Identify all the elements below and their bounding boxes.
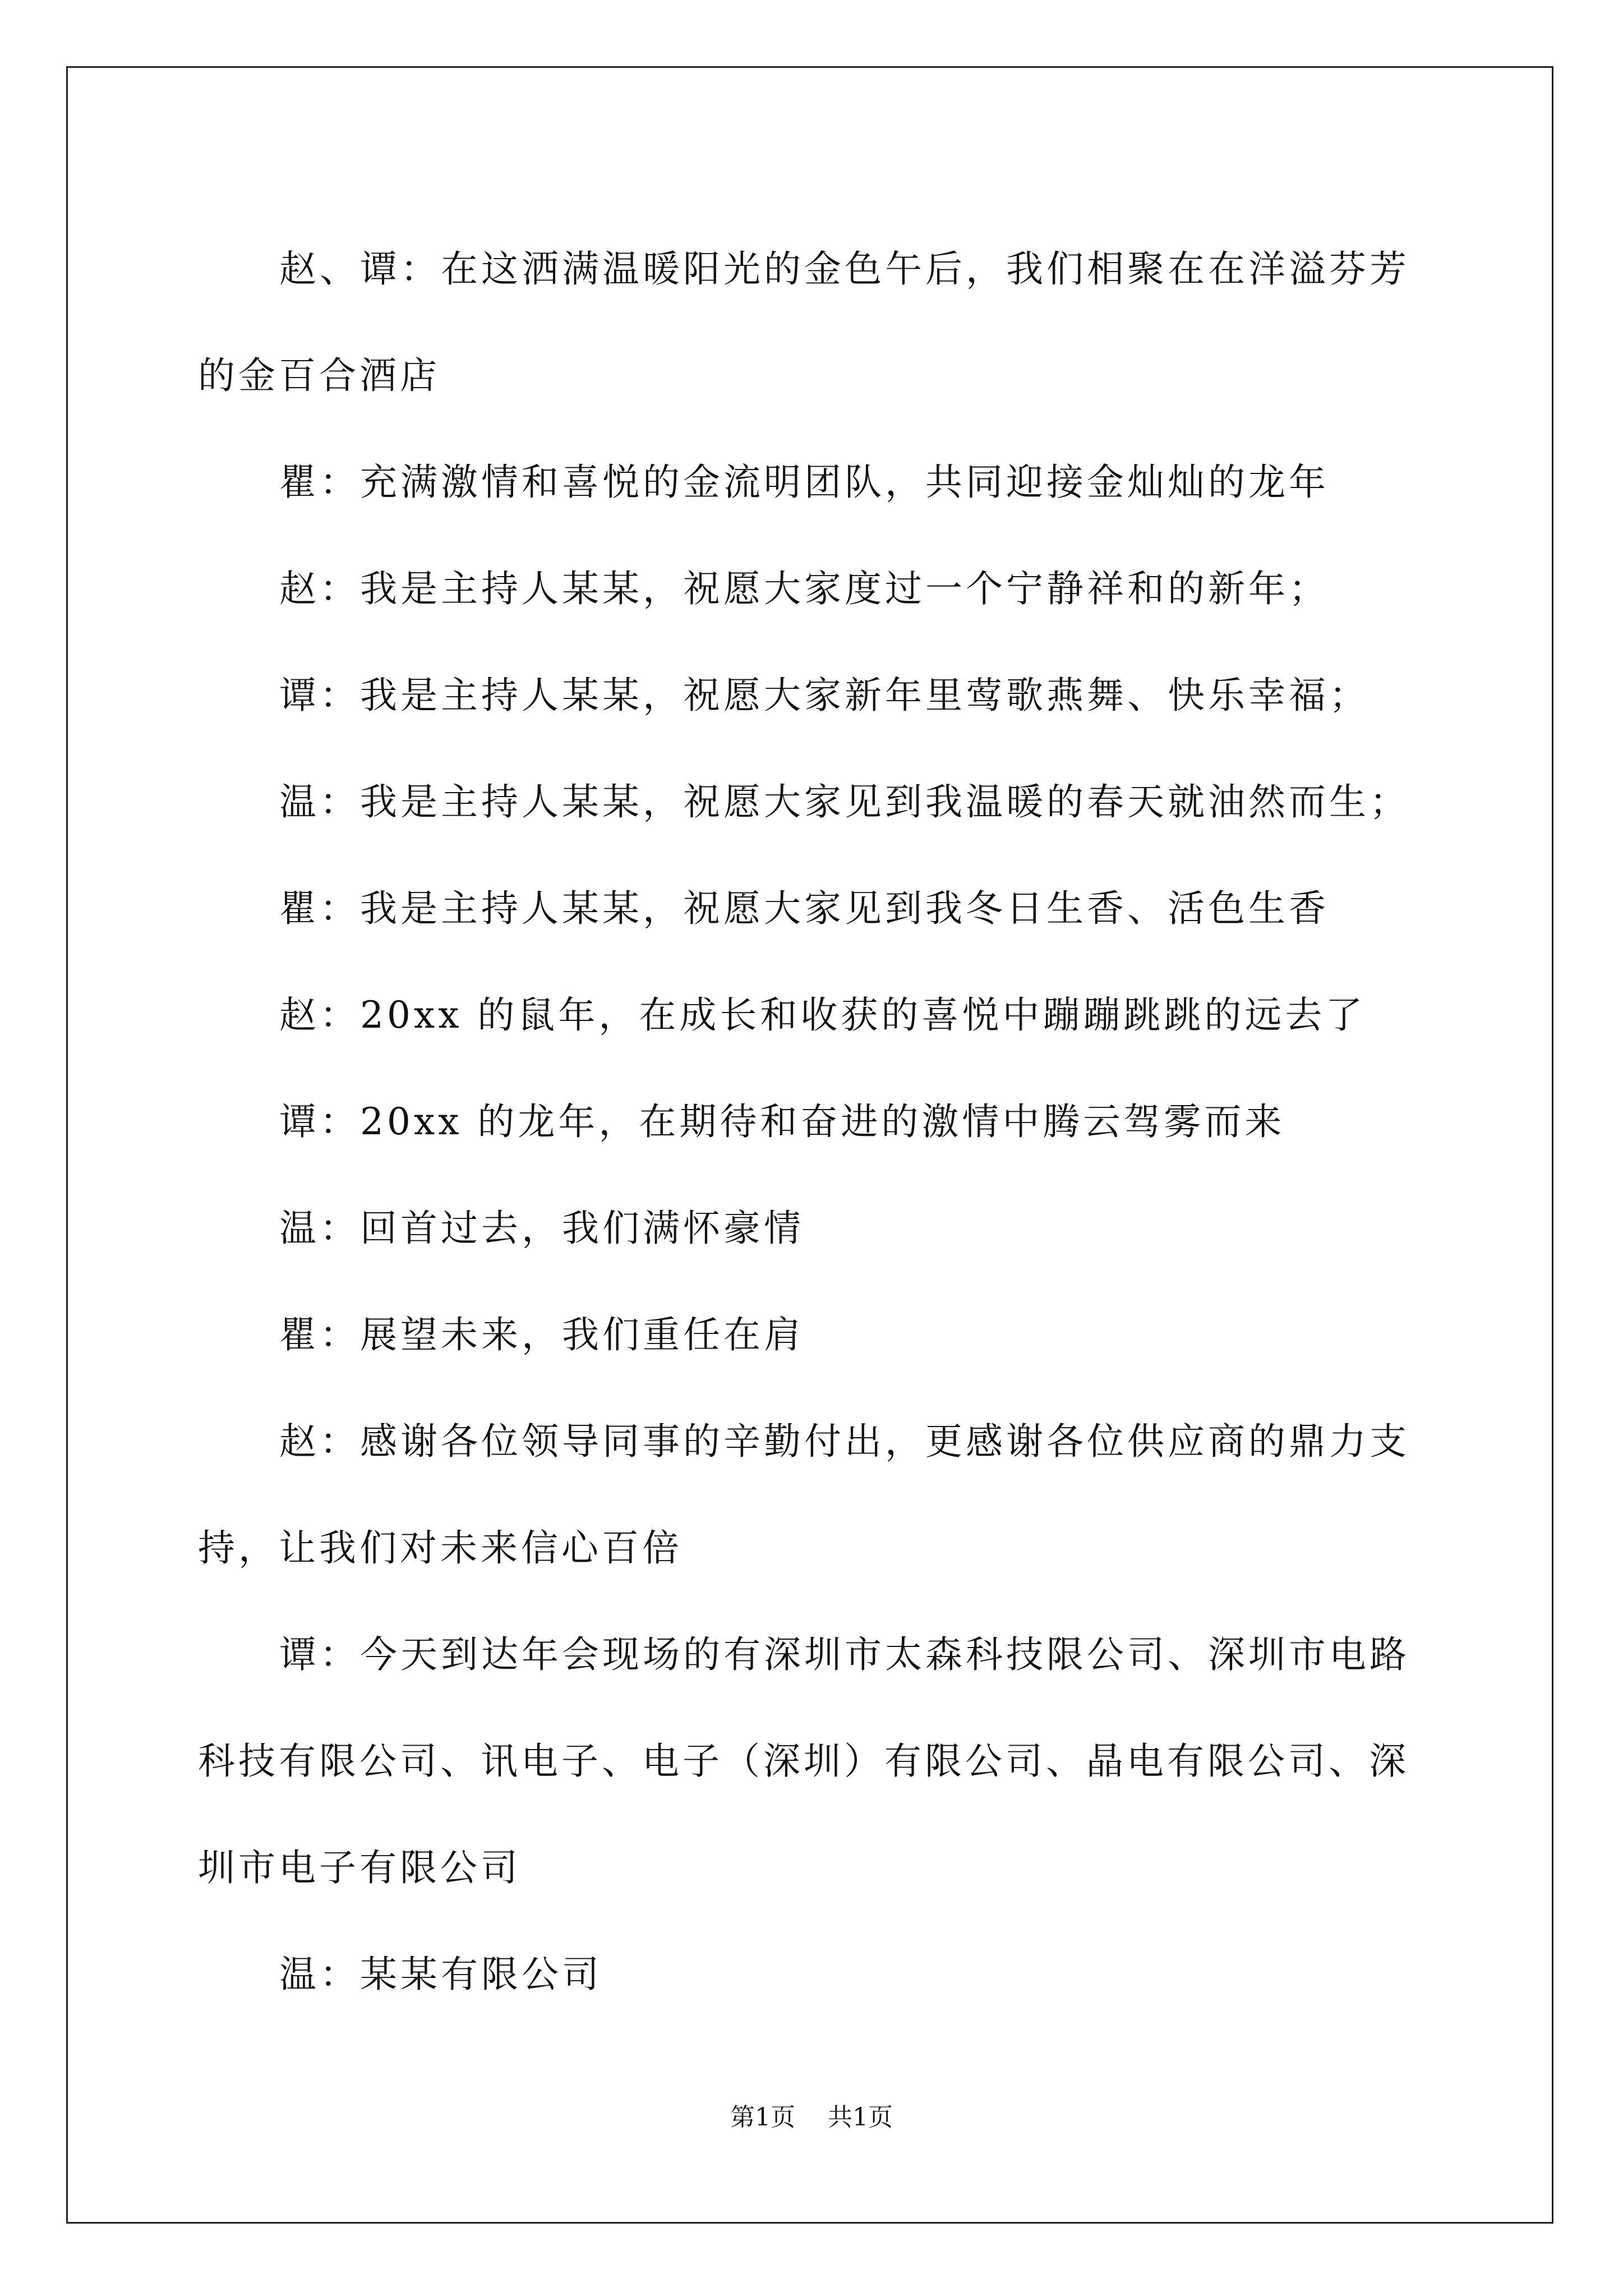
paragraph-13: 温：某某有限公司: [279, 1953, 602, 1996]
paragraph-3: 赵：我是主持人某某，祝愿大家度过一个宁静祥和的新年；: [279, 567, 1329, 610]
paragraph-4: 谭：我是主持人某某，祝愿大家新年里莺歌燕舞、快乐幸福；: [279, 674, 1370, 717]
page-number-current: 第1页: [730, 2103, 795, 2132]
paragraph-5: 温：我是主持人某某，祝愿大家见到我温暖的春天就油然而生；: [279, 780, 1410, 823]
paragraph-12: 谭：今天到达年会现场的有深圳市太森科技限公司、深圳市电路科技有限公司、讯电子、电子（深圳）有限公司、晶电有限公司、深圳市电子有限公司: [198, 1633, 1410, 1889]
page-footer: [0, 2101, 1623, 2134]
paragraph-11: 赵：感谢各位领导同事的辛勤付出，更感谢各位供应商的鼎力支持，让我们对未来信心百倍: [198, 1420, 1410, 1570]
paragraph-8: 谭：20xx 的龙年，在期待和奋进的激情中腾云驾雾而来: [279, 1100, 1285, 1143]
paragraph-1: 赵、谭：在这洒满温暖阳光的金色午后，我们相聚在在洋溢芬芳的金百合酒店: [198, 247, 1410, 397]
paragraph-9: 温：回首过去，我们满怀豪情: [279, 1207, 804, 1250]
paragraph-2: 瞿：充满激情和喜悦的金流明团队，共同迎接金灿灿的龙年: [279, 461, 1329, 504]
paragraph-7: 赵：20xx 的鼠年，在成长和收获的喜悦中蹦蹦跳跳的远去了: [279, 993, 1366, 1037]
page-number-total: 共1页: [828, 2103, 893, 2132]
paragraph-6: 瞿：我是主持人某某，祝愿大家见到我冬日生香、活色生香: [279, 887, 1329, 930]
document-body: [198, 216, 1426, 2028]
paragraph-10: 瞿：展望未来，我们重任在肩: [279, 1313, 804, 1356]
